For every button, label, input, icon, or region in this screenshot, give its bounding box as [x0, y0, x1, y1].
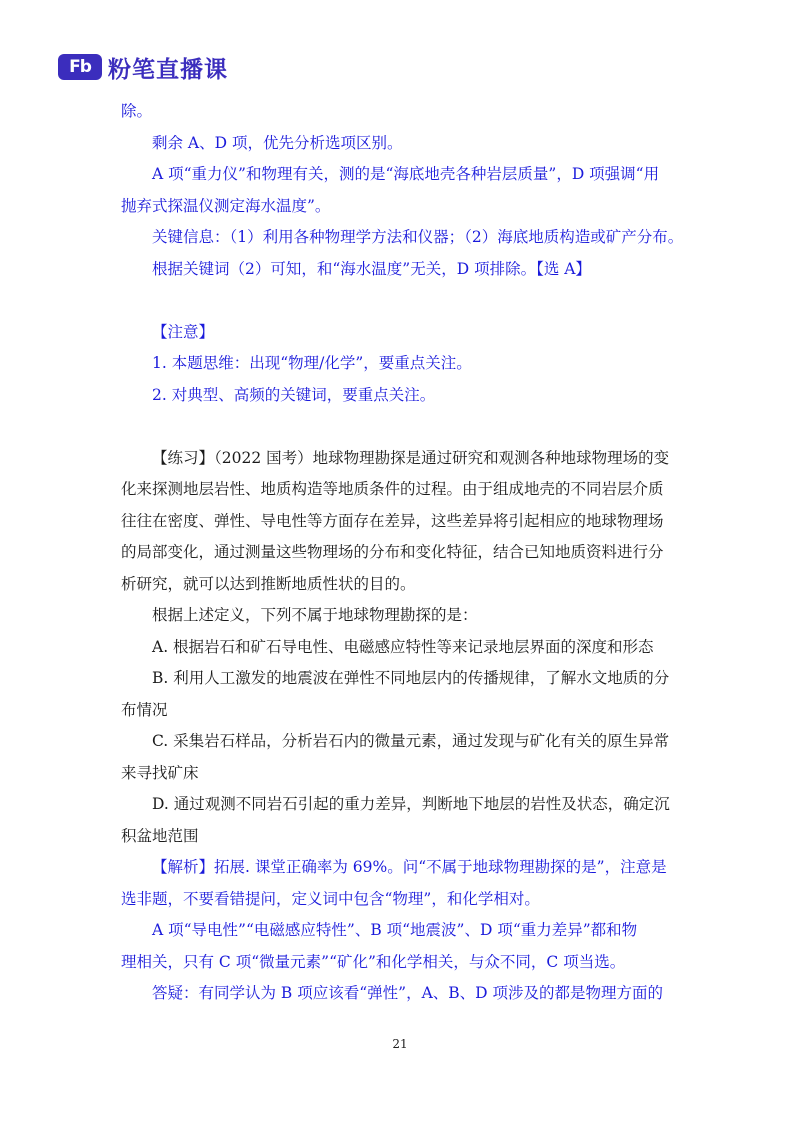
note-item: 1. 本题思维：出现“物理/化学”，要重点关注。 [152, 354, 472, 372]
option-d: D. 通过观测不同岩石引起的重力差异，判断地下地层的岩性及状态，确定沉 [152, 795, 670, 813]
analysis-text: 选非题，不要看错提问，定义词中包含“物理”，和化学相对。 [121, 889, 540, 908]
question-text: 【练习】（2022 国考）地球物理勘探是通过研究和观测各种地球物理场的变 [152, 448, 670, 467]
text-line: A 项“重力仪”和物理有关，测的是“海底地壳各种岩层质量”，D 项强调“用 [152, 165, 660, 183]
question-stem: 根据上述定义，下列不属于地球物理勘探的是： [152, 606, 478, 624]
analysis-text: 答疑：有同学认为 B 项应该看“弹性”，A、B、D 项涉及的都是物理方面的 [152, 984, 664, 1002]
text-line: 抛弃式探温仪测定海水温度”。 [121, 196, 331, 215]
text-line: 根据关键词（2）可知，和“海水温度”无关，D 项排除。【选 A】 [152, 259, 591, 278]
brand-header [58, 50, 228, 84]
option-d-cont: 积盆地范围 [121, 826, 199, 845]
note-heading: 【注意】 [152, 322, 215, 341]
brand-name: 粉笔直播课 [108, 56, 228, 83]
analysis-text: A 项“导电性”“电磁感应特性”、B 项“地震波”、D 项“重力差异”都和物 [152, 921, 638, 939]
analysis-text: 【解析】拓展. 课堂正确率为 69%。问“不属于地球物理勘探的是”，注意是 [152, 858, 667, 876]
option-c: C. 采集岩石样品，分析岩石内的微量元素，通过发现与矿化有关的原生异常 [152, 732, 670, 750]
text-line: 剩余 A、D 项，优先分析选项区别。 [152, 133, 403, 152]
question-text: 往往在密度、弹性、导电性等方面存在差异，这些差异将引起相应的地球物理场 [121, 511, 664, 530]
question-text: 化来探测地层岩性、地质构造等地质条件的过程。由于组成地壳的不同岩层介质 [121, 480, 664, 498]
note-item: 2. 对典型、高频的关键词，要重点关注。 [152, 385, 436, 404]
spacer [121, 411, 691, 443]
option-c-cont: 来寻找矿床 [121, 763, 199, 782]
text-line: 关键信息：（1）利用各种物理学方法和仪器；（2）海底地质构造或矿产分布。 [152, 228, 684, 246]
spacer [121, 285, 691, 317]
page-number: 21 [392, 1037, 408, 1051]
brand-logo-icon: Fb [58, 54, 102, 80]
question-text: 析研究，就可以达到推断地质性状的目的。 [121, 574, 416, 593]
option-b-cont: 布情况 [121, 700, 168, 719]
document-body [121, 96, 691, 1010]
option-b: B. 利用人工激发的地震波在弹性不同地层内的传播规律，了解水文地质的分 [152, 669, 670, 687]
analysis-text: 理相关，只有 C 项“微量元素”“矿化”和化学相关，与众不同，C 项当选。 [121, 952, 626, 971]
text-line: 除。 [121, 102, 153, 120]
option-a: A. 根据岩石和矿石导电性、电磁感应特性等来记录地层界面的深度和形态 [152, 637, 654, 656]
question-text: 的局部变化，通过测量这些物理场的分布和变化特征，结合已知地质资料进行分 [121, 543, 664, 561]
